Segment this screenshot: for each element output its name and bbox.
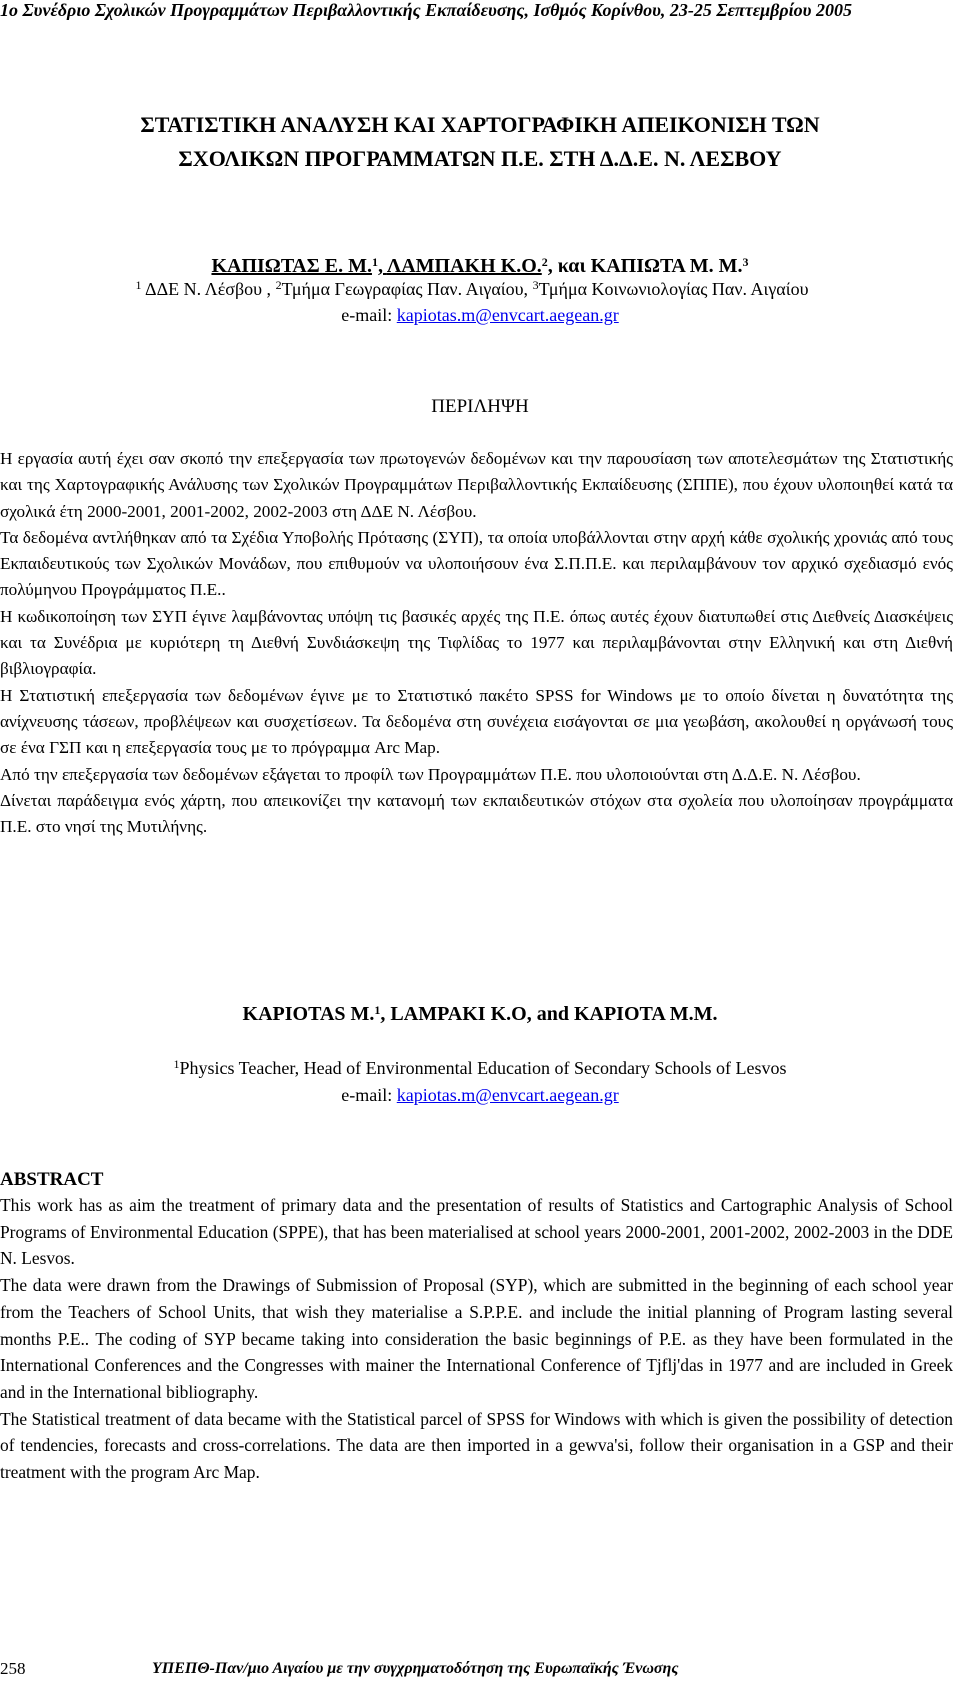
abstract-greek: [0, 446, 953, 840]
affiliation-english: [0, 1055, 960, 1109]
affiliation-2-number: 2: [275, 278, 282, 292]
page-number: 258: [0, 1659, 26, 1678]
paper-title-line-1: ΣΤΑΤΙΣΤΙΚΗ ΑΝΑΛΥΣΗ ΚΑΙ ΧΑΡΤΟΓΡΑΦΙΚΗ ΑΠΕΙΚΟΝΙΣΗ ΤΩΝ: [140, 112, 820, 137]
footer-text: ΥΠΕΠΘ-Παν/μιο Αιγαίου με την συγχρηματοδότηση της Ευρωπαϊκής Ένωσης: [152, 1660, 679, 1677]
abstract-greek-paragraph: Τα δεδομένα αντλήθηκαν από τα Σχέδια Υποβολής Πρότασης (ΣΥΠ), τα οποία υποβάλλονται στην αρχή κάθε σχολικής χρονιάς από τους Εκπαιδευτικούς των Σχολικών Μονάδων, που επιθυμούν να υλοποιήσουν ένα Σ.Π.Π.Ε. και περιλαμβάνουν τον αρχικό σχεδιασμό ενός πολύμηνου Προγράμματος Π.Ε..: [0, 527, 953, 600]
email-line-english: [0, 1082, 960, 1109]
affiliations-line: [0, 276, 952, 302]
author-en-1-name: KAPIOTAS M.: [242, 1003, 375, 1025]
affiliations-greek: [0, 276, 960, 328]
email-label: e-mail:: [341, 305, 393, 325]
abstract-heading-english: ABSTRACT: [0, 1169, 104, 1190]
authors-en-rest: , LAMPAKI K.O, and KAPIOTA M.M.: [380, 1003, 718, 1025]
abstract-greek-paragraph: Η εργασία αυτή έχει σαν σκοπό την επεξεργασία των πρωτογενών δεδομένων και την παρουσίαση των αποτελεσμάτων της Στατιστικής και της Χαρτογραφικής Ανάλυσης των Σχολικών Προγραμμάτων Περιβαλλοντικής Εκπαίδευσης (ΣΠΠΕ), που έχουν υλοποιηθεί κατά τα σχολικά έτη 2000-2001, 2001-2002, 2002-2003 στη ΔΔΕ Ν. Λέσβου.: [0, 449, 953, 521]
abstract-english-paragraph: The data were drawn from the Drawings of Submission of Proposal (SYP), which are submitted in the beginning of each school year from the Teachers of School Units, that wish they materialise a S.P.P.E. and include the initial planning of Program lasting several months P.E.. The coding of SYP became taking into consideration the basic beginnings of P.E. as they have been formulated in the International Conferences and the Congresses with mainer the International Conference of Tjflj'das in 1977 and are included in Greek and in the International bibliography.: [0, 1275, 953, 1402]
author-3-name: ΚΑΠΙΩΤΑ Μ. Μ.: [590, 255, 743, 277]
author-1-name: ΚΑΠΙΩΤΑΣ Ε. Μ.: [211, 255, 372, 277]
paper-title: [0, 108, 960, 176]
abstract-greek-paragraph: Δίνεται παράδειγμα ενός χάρτη, που απεικονίζει την κατανομή των εκπαιδευτικών στόχων στα σχολεία που υλοποίησαν προγράμματα Π.Ε. στο νησί της Μυτιλήνης.: [0, 790, 953, 837]
email-link[interactable]: kapiotas.m@envcart.aegean.gr: [396, 305, 619, 325]
affiliation-3: Τμήμα Κοινωνιολογίας Παν. Αιγαίου: [538, 279, 809, 299]
authors-greek: ΚΑΠΙΩΤΑΣ Ε. Μ.$^1$, ΛΑΜΠΑΚΗ Κ.Ο.$^2$, και ΚΑΠΙΩΤΑ Μ. Μ.$^3$: [211, 255, 749, 277]
abstract-english-paragraph: The Statistical treatment of data became with the Statistical parcel of SPSS for Windows with which is given the possibility of detection of tendencies, forecasts and cross-correlations. The data are then imported in a gewva'si, follow their organisation in a GSP and their treatment with the program Arc Map.: [0, 1408, 953, 1483]
affiliation-en-number: 1: [173, 1057, 180, 1071]
running-header: 1ο Συνέδριο Σχολικών Προγραμμάτων Περιβαλλοντικής Εκπαίδευσης, Ισθμός Κορίνθου, 23-25 Σεπτεμβρίου 2005: [0, 0, 852, 20]
affiliation-2: Τμήμα Γεωγραφίας Παν. Αιγαίου,: [281, 279, 529, 299]
paper-title-line-2: ΣΧΟΛΙΚΩΝ ΠΡΟΓΡΑΜΜΑΤΩΝ Π.Ε. ΣΤΗ Δ.Δ.Ε. Ν. ΛΕΣΒΟΥ: [178, 146, 782, 171]
abstract-english-paragraph: This work has as aim the treatment of primary data and the presentation of results of Statistics and Cartographic Analysis of School Programs of Environmental Education (SPPE), that has been materialised at school years 2000-2001, 2001-2002, 2002-2003 in the DDE N. Lesvos.: [0, 1195, 953, 1269]
author-conjunction: και: [557, 255, 586, 277]
abstract-greek-paragraph: Η Στατιστική επεξεργασία των δεδομένων έγινε με το Στατιστικό πακέτο SPSS for Windows με το οποίο δίνεται η δυνατότητα της ανίχνευσης τάσεων, προβλέψεων και συσχετίσεων. Τα δεδομένα στη συνέχεια εισάγονται σε μια γεωβάση, ακολουθεί η οργάνωσή τους σε ένα ΓΣΠ και η επεξεργασία τους με το πρόγραμμα Arc Map.: [0, 685, 953, 758]
affiliation-3-number: 3: [532, 278, 539, 292]
affiliation-1: ΔΔΕ Ν. Λέσβου ,: [145, 279, 272, 299]
author-1-superscript: 1: [371, 255, 378, 269]
abstract-english: [0, 1192, 953, 1486]
affiliation-en-text: Physics Teacher, Head of Environmental Education of Secondary Schools of Lesvos: [179, 1058, 787, 1078]
abstract-greek-paragraph: Η κωδικοποίηση των ΣΥΠ έγινε λαμβάνοντας υπόψη τις βασικές αρχές της Π.Ε. όπως αυτές έχουν διατυπωθεί στις Διεθνείς Διασκέψεις και τα Συνέδρια με κυριότερη τη Διεθνή Συνδιάσκεψη της Τιφλίδας το 1977 και περιλαμβάνονται στην Ελληνική και στη Διεθνή βιβλιογραφία.: [0, 606, 953, 679]
abstract-greek-paragraph: Από την επεξεργασία των δεδομένων εξάγεται το προφίλ των Προγραμμάτων Π.Ε. που υλοποιούνται στη Δ.Δ.Ε. Ν. Λέσβου.: [0, 764, 861, 784]
author-3-superscript: 3: [742, 255, 749, 269]
affiliation-en-line: [0, 1055, 960, 1082]
email-label-en: e-mail:: [341, 1085, 393, 1105]
author-en-1-superscript: 1: [374, 1003, 381, 1017]
authors-english: [0, 1000, 960, 1028]
author-2-name: ΛΑΜΠΑΚΗ Κ.Ο.: [386, 255, 542, 277]
author-2-superscript: 2: [541, 255, 548, 269]
abstract-heading-greek: ΠΕΡΙΛΗΨΗ: [431, 396, 529, 417]
email-link-en[interactable]: kapiotas.m@envcart.aegean.gr: [396, 1085, 619, 1105]
email-line-greek: [0, 302, 960, 328]
affiliation-1-number: 1: [135, 278, 142, 292]
